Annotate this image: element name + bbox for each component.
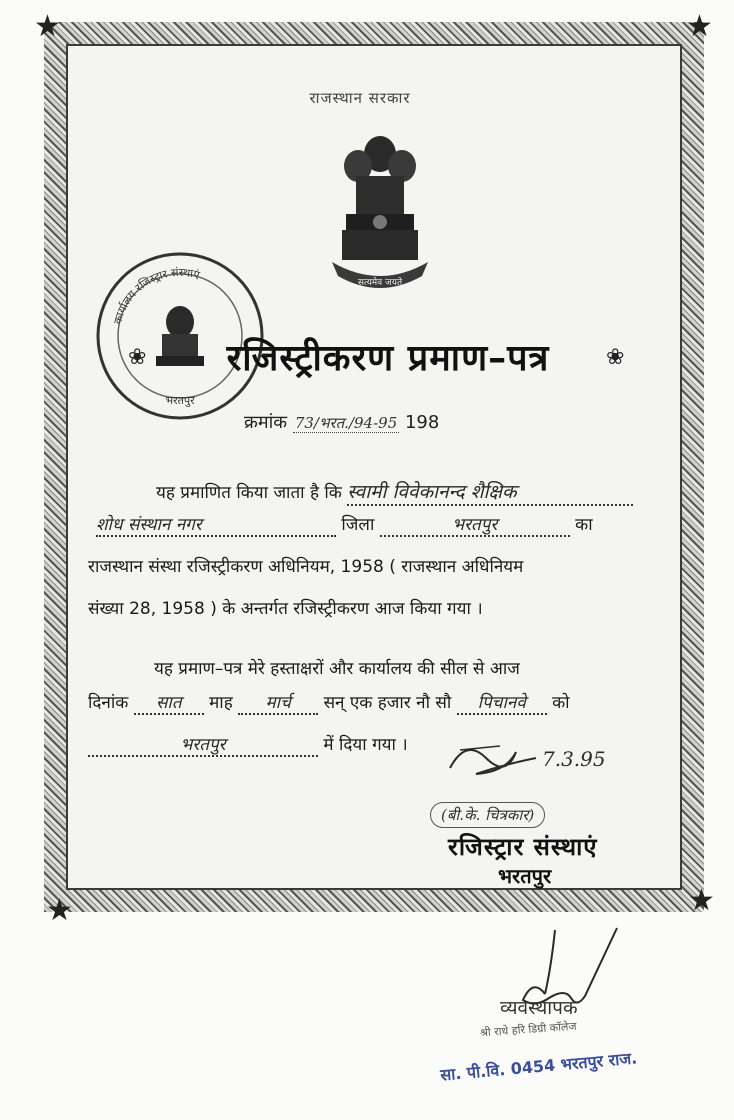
institution-place-handwritten: शोध संस्थान नगर xyxy=(96,512,336,537)
seal-top-text: कार्यालय रजिस्ट्रार संस्थाएं xyxy=(111,265,202,326)
registrar-name: (बी.के. चित्रकार) xyxy=(430,802,545,828)
body-line-2 xyxy=(96,512,593,537)
attestation-stamp-text: सा. पी.वि. 0454 भरतपुर राज. xyxy=(439,1048,638,1085)
body-line-5: यह प्रमाण–पत्र मेरे हस्ताक्षरों और कार्यालय की सील से आज xyxy=(154,659,520,679)
date-label: दिनांक xyxy=(88,693,129,713)
number-label: क्रमांक xyxy=(244,412,288,433)
government-header: राजस्थान सरकार xyxy=(309,89,411,107)
institution-name-handwritten: स्वामी विवेकानन्द शैक्षिक xyxy=(347,478,633,506)
emblem-motto: सत्यमेव जयते xyxy=(357,278,403,288)
seal-bottom-text: भरतपुर xyxy=(165,394,195,407)
corner-star-icon: ★ xyxy=(686,9,713,44)
line6-suffix: को xyxy=(552,693,570,713)
flower-icon: ❀ xyxy=(128,345,147,370)
national-emblem-icon xyxy=(318,120,442,300)
body-line-4: संख्या 28, 1958 ) के अन्तर्गत रजिस्ट्रीकरण आज किया गया । xyxy=(88,599,483,619)
corner-star-icon: ★ xyxy=(34,9,61,44)
attestation-title: व्यवस्थापक xyxy=(500,997,578,1019)
body-line-1 xyxy=(156,478,633,506)
registrar-place: भरतपुर xyxy=(498,864,552,888)
body-line-3: राजस्थान संस्था रजिस्ट्रीकरण अधिनियम, 1958 ( राजस्थान अधिनियम xyxy=(88,557,524,577)
line2-suffix: का xyxy=(575,515,593,535)
certify-text: यह प्रमाणित किया जाता है कि xyxy=(156,483,342,503)
flower-icon: ❀ xyxy=(606,345,625,370)
month-label: माह xyxy=(209,693,233,713)
month-handwritten: मार्च xyxy=(238,690,318,715)
certificate-title: रजिस्ट्रीकरण प्रमाण–पत्र xyxy=(226,338,550,379)
registrar-signature xyxy=(446,728,616,788)
number-year: 198 xyxy=(404,412,440,433)
corner-star-icon: ★ xyxy=(46,893,73,928)
date-handwritten: सात xyxy=(134,690,204,715)
attestation-institution: श्री राधे हरि डिग्री कॉलेज xyxy=(479,1019,577,1040)
corner-star-icon: ★ xyxy=(688,883,715,918)
district-label: जिला xyxy=(341,515,375,535)
year-handwritten: पिचानवे xyxy=(457,690,547,715)
issue-place-handwritten: भरतपुर xyxy=(88,732,318,757)
signature-date: 7.3.95 xyxy=(542,747,606,771)
registrar-title: रजिस्ट्रार संस्थाएं xyxy=(448,833,598,861)
year-text: सन् एक हजार नौ सौ xyxy=(323,693,452,713)
certificate-number xyxy=(244,410,544,434)
body-line-7 xyxy=(88,732,408,757)
body-line-6 xyxy=(88,690,570,715)
number-value: 73/भरत./94-95 xyxy=(294,414,398,432)
line7-suffix: में दिया गया । xyxy=(323,735,408,755)
district-handwritten: भरतपुर xyxy=(380,512,570,537)
